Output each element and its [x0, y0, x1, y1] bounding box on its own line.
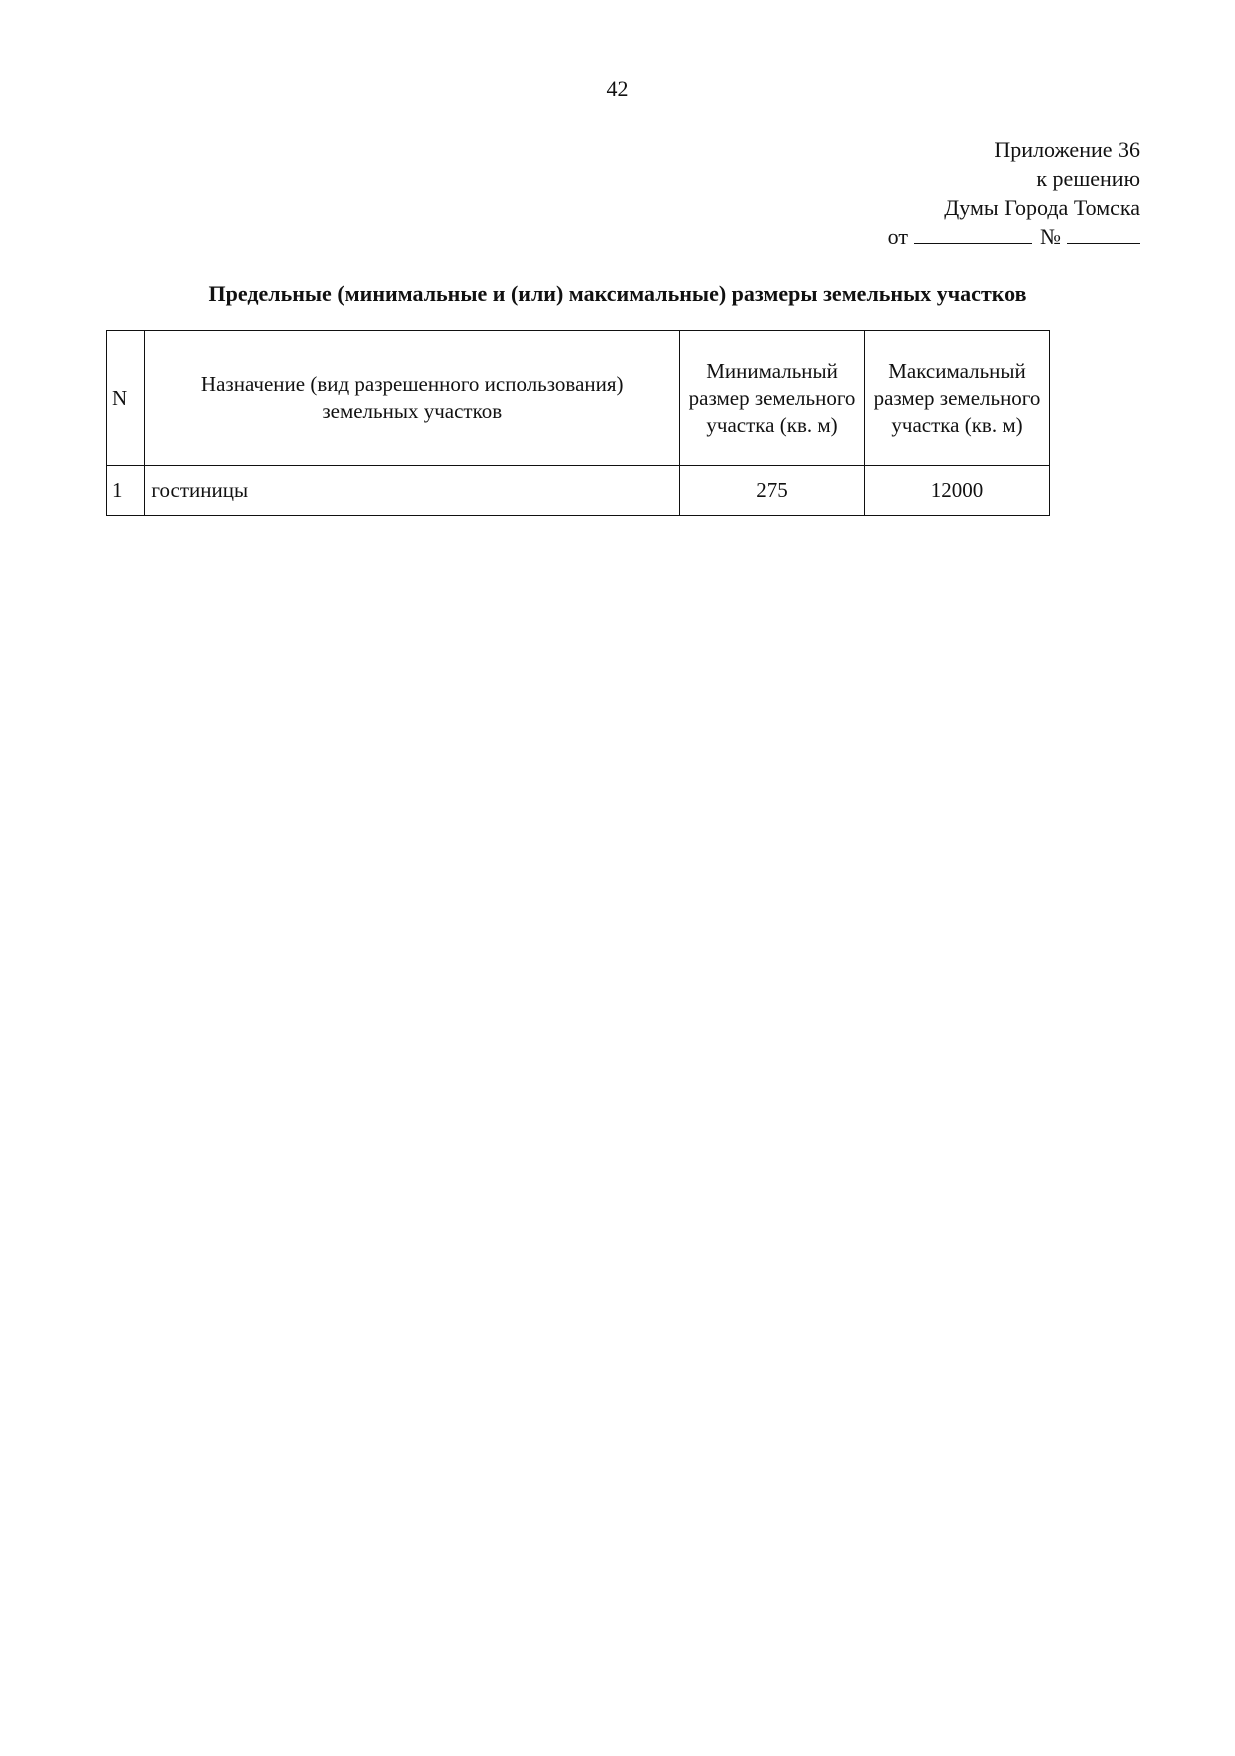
number-sign: №: [1040, 224, 1061, 249]
appendix-decision-line: к решению: [1036, 166, 1140, 191]
appendix-header: [888, 135, 1140, 251]
header-min-size: Минимальный размер земельного участка (кв. м): [680, 331, 865, 466]
table-header-row: [107, 331, 1050, 466]
header-max-size: Максимальный размер земельного участка (кв. м): [865, 331, 1050, 466]
number-blank: [1067, 223, 1140, 244]
row-min-size: 275: [680, 466, 865, 516]
land-plot-limits-table: [106, 330, 1050, 516]
header-purpose: Назначение (вид разрешенного использования) земельных участков: [145, 331, 680, 466]
row-n: 1: [107, 466, 145, 516]
date-blank: [914, 223, 1032, 244]
document-title: Предельные (минимальные и (или) максимальные) размеры земельных участков: [208, 281, 1027, 306]
header-n: N: [107, 331, 145, 466]
appendix-number-line: Приложение 36: [994, 137, 1140, 162]
row-purpose: гостиницы: [145, 466, 680, 516]
date-prefix: от: [887, 224, 908, 249]
row-max-size: 12000: [865, 466, 1050, 516]
appendix-date-number-line: [888, 222, 1140, 251]
table-row: [107, 466, 1050, 516]
page-number: 42: [606, 76, 629, 101]
appendix-authority-line: Думы Города Томска: [944, 195, 1140, 220]
